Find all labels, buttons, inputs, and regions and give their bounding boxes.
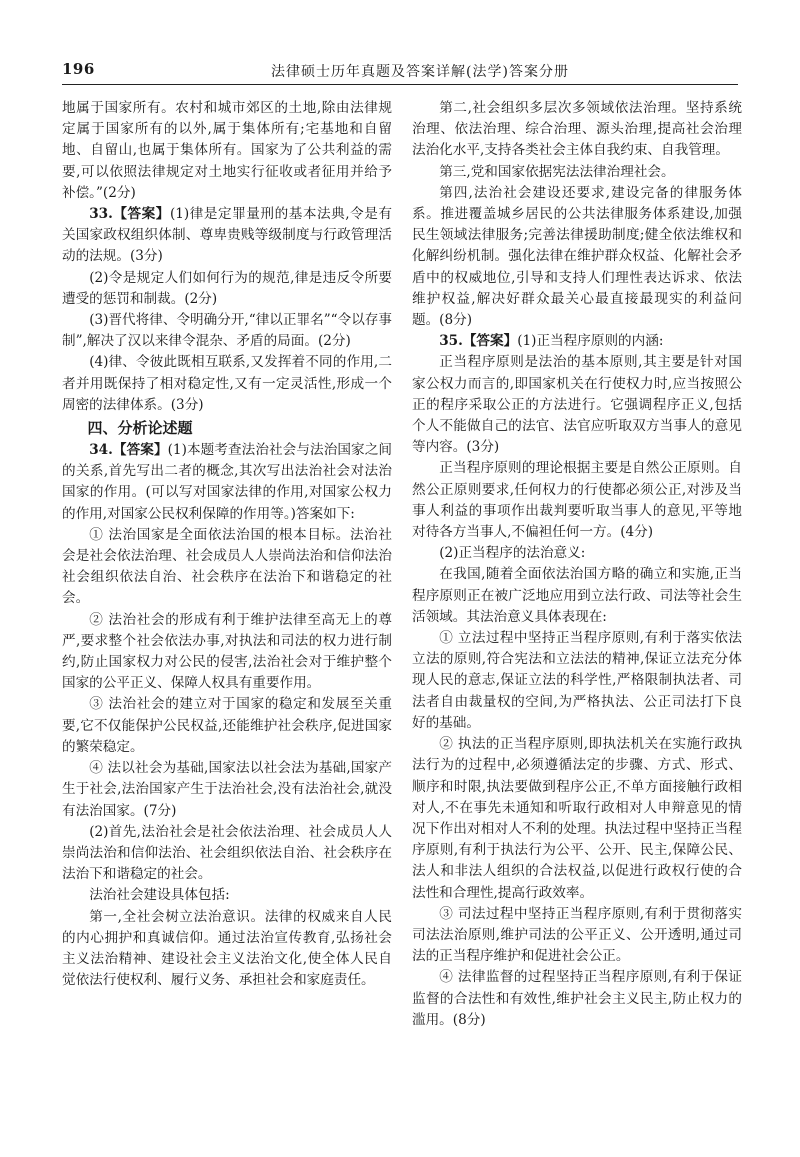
paragraph-text: 第三,党和国家依据宪法法律治理社会。 — [439, 163, 675, 180]
paragraph-text: 第二,社会组织多层次多领域依法治理。坚持系统治理、依法治理、综合治理、源头治理,提高社会治理法治化水平,支持各类社会主体自我约束、自我管理。 — [412, 100, 742, 159]
paragraph-text: ① 立法过程中坚持正当程序原则,有利于落实依法立法的原则,符合宪法和立法法的精神,保证立法充分体现人民的意志,保证立法的科学性,严格限制执法者、司法者自由裁量权的空间,为严格执法、公正司法打下良好的基础。 — [412, 630, 742, 731]
paragraph — [412, 98, 742, 162]
paragraph — [62, 694, 392, 758]
paragraph — [412, 543, 742, 564]
paragraph-text: (1)律是定罪量刑的基本法典,令是有关国家政权组织体制、尊卑贵贱等级制度与行政管理活动的法规。(3分) — [62, 206, 392, 265]
paragraph — [62, 758, 392, 822]
right-column — [412, 98, 742, 1031]
paragraph — [412, 183, 742, 331]
paragraph-text: 正当程序原则的理论根据主要是自然公正原则。自然公正原则要求,任何权力的行使都必须公正,对涉及当事人利益的事项作出裁判要听取当事人的意见,平等地对待各方当事人,不偏袒任何一方。(4分) — [412, 460, 742, 541]
paragraph-text: (3)晋代将律、令明确分开,“律以正罪名”“令以存事制”,解决了汉以来律令混杂、矛盾的局面。(2分) — [62, 312, 392, 350]
paragraph — [62, 204, 392, 268]
paragraph — [62, 885, 392, 906]
answer-label: 34.【答案】 — [89, 442, 168, 459]
paragraph — [62, 822, 392, 886]
left-column — [62, 98, 392, 991]
paragraph-text: 第一,全社会树立法治意识。法律的权威来自人民的内心拥护和真诚信仰。通过法治宣传教育,弘扬社会主义法治精神、建设社会主义法治文化,使全体人民自觉依法行使权利、履行义务、承担社会和家庭责任。 — [62, 908, 392, 989]
paragraph — [412, 162, 742, 183]
paragraph-text: 在我国,随着全面依法治国方略的确立和实施,正当程序原则正在被广泛地应用到立法行政、司法等社会生活领域。其法治意义具体表现在: — [412, 566, 742, 625]
paragraph-text: (2)令是规定人们如何行为的规范,律是违反令所要遭受的惩罚和制裁。(2分) — [62, 269, 392, 307]
paragraph — [412, 904, 742, 968]
paragraph-text: 地属于国家所有。农村和城市郊区的土地,除由法律规定属于国家所有的以外,属于集体所有;宅基地和自留地、自留山,也属于集体所有。国家为了公共利益的需要,可以依照法律规定对土地实行征收或者征用并给予补偿。”(2分) — [62, 100, 392, 201]
paragraph-text: (2)正当程序的法治意义: — [439, 545, 586, 562]
paragraph-text: ① 法治国家是全面依法治国的根本目标。法治社会是社会依法治理、社会成员人人崇尚法治和信仰法治社会组织依法自治、社会秩序在法治下和谐稳定的社会。 — [62, 526, 392, 607]
answer-label: 33.【答案】 — [89, 206, 170, 223]
paragraph — [62, 352, 392, 416]
paragraph-text: (1)本题考查法治社会与法治国家之间的关系,首先写出二者的概念,其次写出法治社会对法治国家的作用。(可以写对国家法律的作用,对国家公权力的作用,对国家公民权利保障的作用等。)答案如下: — [62, 442, 392, 522]
paragraph — [62, 268, 392, 310]
paragraph — [412, 458, 742, 543]
paragraph-text: ③ 司法过程中坚持正当程序原则,有利于贯彻落实司法法治原则,维护司法的公平正义、公开透明,通过司法的正当程序维护和促进社会公正。 — [412, 905, 742, 965]
paragraph-text: ③ 法治社会的建立对于国家的稳定和发展至关重要,它不仅能保护公民权益,还能维护社会秩序,促进国家的繁荣稳定。 — [62, 696, 392, 755]
paragraph — [62, 907, 392, 992]
paragraph-text: (2)首先,法治社会是社会依法治理、社会成员人人崇尚法治和信仰法治、社会组织依法自治、社会秩序在法治下和谐稳定的社会。 — [62, 823, 392, 883]
paragraph — [412, 564, 742, 628]
paragraph-text: ② 执法的正当程序原则,即执法机关在实施行政执法行为的过程中,必须遵循法定的步骤、方式、形式、顺序和时限,执法要做到程序公正,不单方面接触行政相对人,不在事先未通知和听取行政相对人申辩意见的情况下作出对相对人不利的处理。执法过程中坚持正当程序原则,有利于执法行为公平、公开、民主,保障公民、法人和非法人组织的合法权益,以促进行政权行使的合法性和合理性,提高行政效率。 — [412, 736, 742, 901]
running-title: 法律硕士历年真题及答案详解(法学)答案分册 — [271, 64, 569, 80]
paragraph-text: ④ 法律监督的过程坚持正当程序原则,有利于保证监督的合法性和有效性,维护社会主义民主,防止权力的滥用。(8分) — [412, 969, 742, 1028]
paragraph — [62, 440, 392, 525]
paragraph — [412, 967, 742, 1031]
paragraph — [412, 628, 742, 734]
paragraph — [412, 734, 742, 904]
paragraph-text: 第四,法治社会建设还要求,建设完备的律服务体系。推进覆盖城乡居民的公共法律服务体系建设,加强民生领域法律服务;完善法律援助制度;健全依法维权和化解纠纷机制。强化法律在维护群众权益、化解社会矛盾中的权威地位,引导和支持人们理性表达诉求、依法维护权益,解决好群众最关心最直接最现实的利益问题。(8分) — [412, 184, 742, 329]
paragraph — [62, 525, 392, 610]
paragraph — [412, 352, 742, 458]
answer-label: 35.【答案】 — [439, 333, 518, 350]
paragraph — [412, 331, 742, 352]
page-number: 196 — [62, 60, 95, 78]
paragraph-text: (4)律、令彼此既相互联系,又发挥着不同的作用,二者并用既保持了相对稳定性,又有一定灵活性,形成一个周密的法律体系。(3分) — [62, 354, 392, 413]
running-header — [62, 56, 738, 85]
paragraph-text: ② 法治社会的形成有利于维护法律至高无上的尊严,要求整个社会依法办事,对执法和司法的权力进行制约,防止国家权力对公民的侵害,法治社会对于维护整个国家的公平正义、保障人权具有重要作用。 — [62, 611, 392, 692]
paragraph — [62, 98, 392, 204]
paragraph-text: 正当程序原则是法治的基本原则,其主要是针对国家公权力而言的,即国家机关在行使权力时,应当按照公正的程序采取公正的方法进行。它强调程序正义,包括个人不能做自己的法官、法官应听取双方当事人的意见等内容。(3分) — [412, 354, 742, 456]
section-heading: 四、分析论述题 — [87, 419, 193, 438]
paragraph-text: 法治社会建设具体包括: — [89, 887, 230, 904]
paragraph — [62, 610, 392, 695]
paragraph — [62, 310, 392, 352]
paragraph-text: (1)正当程序原则的内涵: — [517, 333, 664, 350]
paragraph-text: ④ 法以社会为基础,国家法以社会法为基础,国家产生于社会,法治国家产生于法治社会,没有法治社会,就没有法治国家。(7分) — [62, 760, 392, 819]
